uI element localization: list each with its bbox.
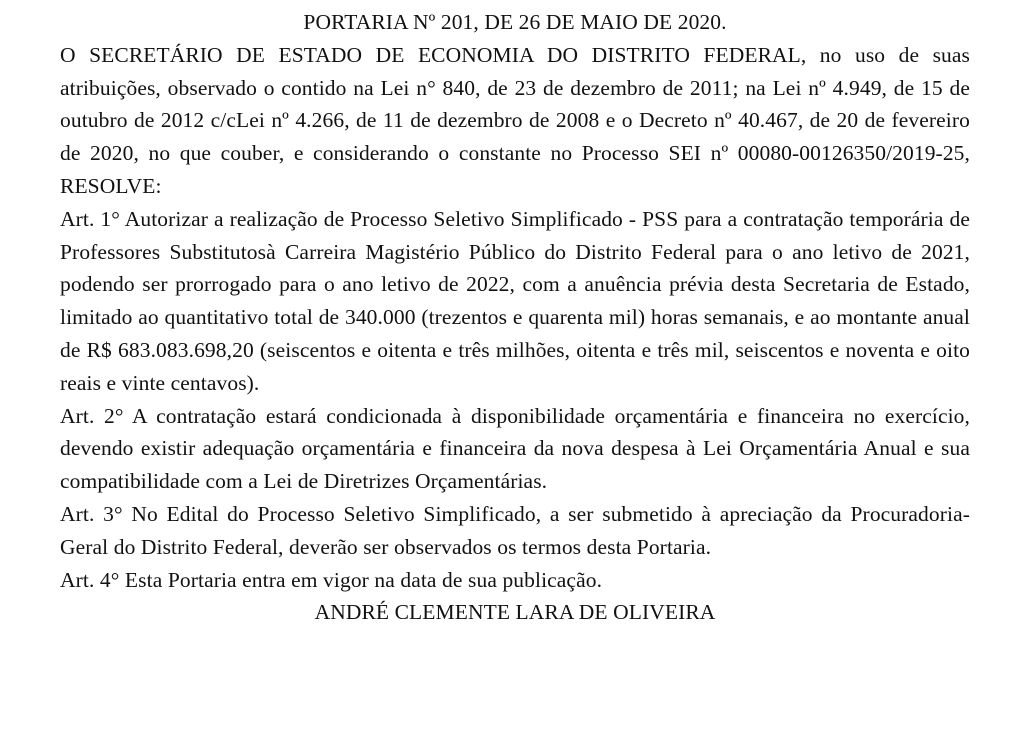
preamble-paragraph: O SECRETÁRIO DE ESTADO DE ECONOMIA DO DISTRITO FEDERAL, no uso de suas atribuições, observado o contido na Lei n° 840, de 23 de dezembro de 2011; na Lei nº 4.949, de 15 de outubro de 2012 c/cLei nº 4.266, de 11 de dezembro de 2008 e o Decreto nº 40.467, de 20 de fevereiro de 2020, no que couber, e considerando o constante no Processo SEI nº 00080-00126350/2019-25, RESOLVE:: [60, 42, 970, 198]
article-4: Art. 4° Esta Portaria entra em vigor na data de sua publicação.: [60, 567, 603, 592]
document-body: [60, 6, 970, 629]
document-title: PORTARIA Nº 201, DE 26 DE MAIO DE 2020.: [303, 10, 727, 34]
article-3: Art. 3° No Edital do Processo Seletivo Simplificado, a ser submetido à apreciação da Procuradoria-Geral do Distrito Federal, deverão ser observados os termos desta Portaria.: [60, 501, 970, 559]
article-1: Art. 1° Autorizar a realização de Processo Seletivo Simplificado - PSS para a contratação temporária de Professores Substitutosà Carreira Magistério Público do Distrito Federal para o ano letivo de 2021, podendo ser prorrogado para o ano letivo de 2022, com a anuência prévia desta Secretaria de Estado, limitado ao quantitativo total de 340.000 (trezentos e quarenta mil) horas semanais, e ao montante anual de R$ 683.083.698,20 (seiscentos e oitenta e três milhões, oitenta e três mil, seiscentos e noventa e oito reais e vinte centavos).: [60, 206, 970, 395]
signature-name: ANDRÉ CLEMENTE LARA DE OLIVEIRA: [314, 600, 716, 625]
article-2: Art. 2° A contratação estará condicionada à disponibilidade orçamentária e financeira no exercício, devendo existir adequação orçamentária e financeira da nova despesa à Lei Orçamentária Anual e sua compatibilidade com a Lei de Diretrizes Orçamentárias.: [60, 403, 970, 494]
